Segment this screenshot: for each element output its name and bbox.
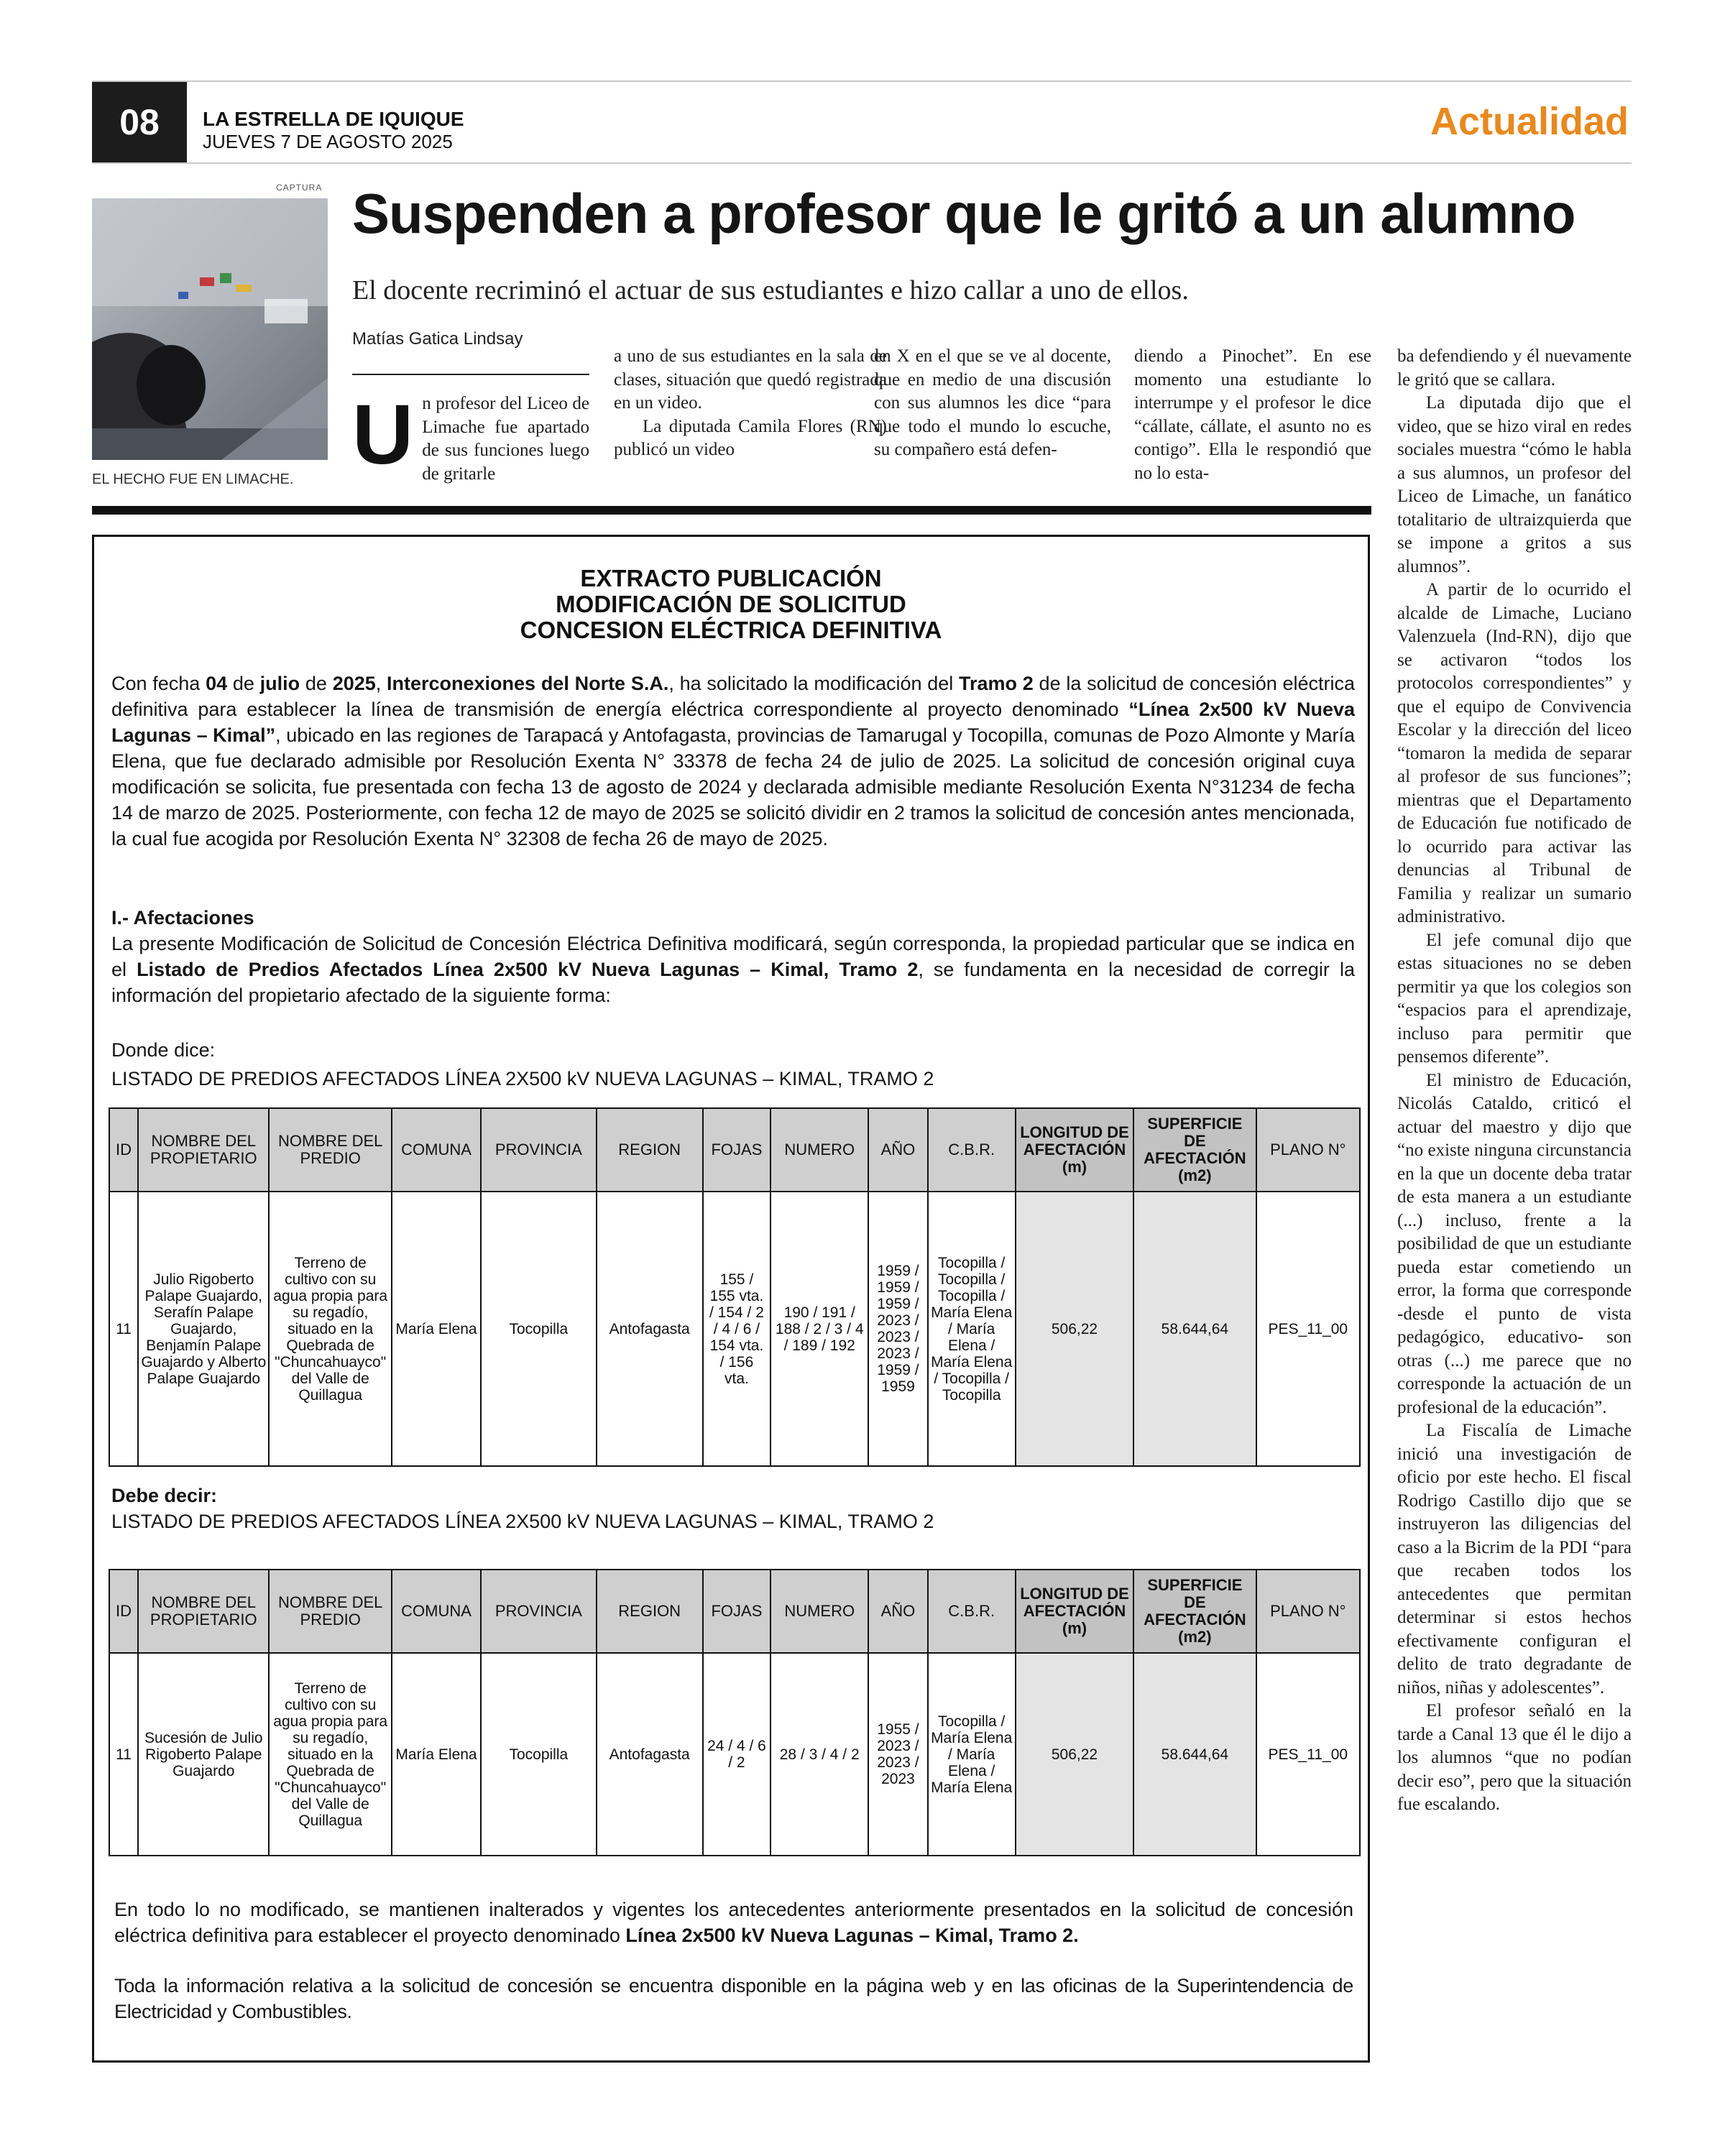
- article-paragraph: en X en el que se ve al docente, que en medio de una discusión con sus alumnos les dice “para que todo el mundo lo escuche, su compañero está defen-: [874, 346, 1111, 459]
- table-header-cell: NUMERO: [770, 1108, 868, 1192]
- notice-paragraph-closing: [114, 1897, 1353, 1948]
- publication-date: JUEVES 7 DE AGOSTO 2025: [203, 131, 453, 152]
- table-row: [109, 1653, 1360, 1856]
- notice-title: [94, 566, 1368, 643]
- table-header-cell: NOMBRE DEL PROPIETARIO: [138, 1570, 269, 1653]
- top-rule: [92, 80, 1632, 82]
- notice-title-line: MODIFICACIÓN DE SOLICITUD: [556, 591, 906, 617]
- article-column-1: [352, 387, 589, 486]
- notice-subheading: I.- Afectaciones: [111, 907, 254, 929]
- text-run: de: [300, 673, 333, 694]
- article-paragraph: a uno de sus estudiantes en la sala de clases, situación que quedó registrada en un video.: [614, 346, 887, 413]
- text-run: de la solicitud de concesión eléctrica definitiva para establecer la línea de transmisión de energía eléctrica correspondiente al proyecto denominado: [111, 673, 1356, 720]
- table-cell: 155 / 155 vta. / 154 / 2 / 4 / 6 / 154 vta. / 156 vta.: [703, 1192, 770, 1466]
- notice-list-title: LISTADO DE PREDIOS AFECTADOS LÍNEA 2X500 kV NUEVA LAGUNAS – KIMAL, TRAMO 2: [111, 1511, 934, 1532]
- table-cell: 24 / 4 / 6 / 2: [703, 1653, 770, 1856]
- table-header-cell: REGION: [597, 1108, 703, 1192]
- table-header-row: [109, 1108, 1360, 1192]
- table-header-cell: FOJAS: [703, 1108, 770, 1192]
- table-cell: 58.644,64: [1133, 1192, 1256, 1466]
- table-header-cell: COMUNA: [392, 1108, 481, 1192]
- table-header-cell: NOMBRE DEL PREDIO: [269, 1570, 391, 1653]
- table-cell: 506,22: [1016, 1653, 1133, 1856]
- classroom-photo-illustration: [92, 198, 328, 460]
- text-run: 2025: [332, 673, 376, 694]
- table-header-cell: AÑO: [868, 1570, 927, 1653]
- text-run: de: [227, 673, 260, 694]
- article-paragraph: El ministro de Educación, Nicolás Cataldo, criticó el actuar del maestro y dijo que “no existe ninguna circunstancia en la que un docente deba tratar de esta manera a un estudiante (...) incluso, frente a la posibilidad de que un estudiante pueda estar cometiendo un error, la forma que corresponde -desde el punto de vista pedagógico, educativo- son otras (...) me parece que no corresponde la actuación de un profesional de la educación”.: [1397, 1070, 1632, 1417]
- table-cell: 58.644,64: [1133, 1653, 1256, 1856]
- table-header-cell: AÑO: [868, 1108, 927, 1192]
- section-label: Actualidad: [1430, 100, 1629, 143]
- article-paragraph: n profesor del Liceo de Limache fue apartado de sus funciones luego de gritarle: [422, 394, 589, 484]
- table-header-row: [109, 1570, 1360, 1653]
- table-cell: PES_11_00: [1256, 1653, 1360, 1856]
- table-header-cell: LONGITUD DE AFECTACIÓN (m): [1016, 1570, 1133, 1653]
- table-header-cell: PLANO N°: [1256, 1108, 1360, 1192]
- table-header-cell: C.B.R.: [928, 1570, 1016, 1653]
- table-cell: Antofagasta: [597, 1653, 703, 1856]
- byline-rule: [352, 374, 589, 375]
- article-column-2: [614, 345, 887, 462]
- table-cell: 28 / 3 / 4 / 2: [770, 1653, 868, 1856]
- text-run: 04: [206, 673, 228, 694]
- text-run: En todo lo no modificado, se mantienen inalterados y vigentes los antecedentes anteriormente presentados en la solicitud de concesión eléctrica definitiva para establecer el proyecto denominado: [114, 1899, 1353, 1946]
- section-divider: [92, 506, 1371, 515]
- article-paragraph: La diputada dijo que el video, que se hizo viral en redes sociales muestra “cómo le habla a sus alumnos, un profesor del Liceo de Limache, un fanático totalitario de ultraizquierda que se impone a gritos a sus alumnos”.: [1397, 393, 1632, 576]
- text-run: La presente Modificación de Solicitud de Concesión Eléctrica Definitiva modificará, según corresponda, la propiedad particular que se indica en el: [111, 933, 1355, 980]
- text-run: “Línea 2x500 kV Nueva Lagunas – Kimal”: [111, 699, 1356, 746]
- notice-list-title: LISTADO DE PREDIOS AFECTADOS LÍNEA 2X500 kV NUEVA LAGUNAS – KIMAL, TRAMO 2: [111, 1068, 934, 1089]
- article-column-3: [874, 345, 1111, 462]
- table-header-cell: PLANO N°: [1256, 1570, 1360, 1653]
- table-cell: Julio Rigoberto Palape Guajardo, Serafín Palape Guajardo, Benjamín Palape Guajardo y Alberto Palape Guajardo: [138, 1192, 269, 1466]
- table-cell: Terreno de cultivo con su agua propia para su regadío, situado en la Quebrada de "Chuncahuayco" del Valle de Quillagua: [269, 1653, 391, 1856]
- text-run: , ha solicitado la modificación del: [668, 673, 960, 694]
- text-run: , se fundamenta en la necesidad de corregir la información del propietario afectado de la siguiente forma:: [111, 959, 1355, 1006]
- table-header-cell: NUMERO: [770, 1570, 868, 1653]
- legal-notice-box: [92, 535, 1370, 2063]
- table-header-cell: NOMBRE DEL PROPIETARIO: [138, 1108, 269, 1192]
- notice-label-debe-decir: Debe decir:: [111, 1485, 218, 1506]
- table-cell: Tocopilla / Tocopilla / Tocopilla / María Elena / María Elena / María Elena / Tocopilla / Tocopilla: [928, 1192, 1016, 1466]
- photo-credit: CAPTURA: [276, 183, 323, 193]
- photo-caption: EL HECHO FUE EN LIMACHE.: [92, 471, 294, 487]
- article-paragraph: La diputada Camila Flores (RN) publicó un video: [614, 416, 887, 459]
- article-paragraph: A partir de lo ocurrido el alcalde de Limache, Luciano Valenzuela (Ind-RN), dijo que se activaron “todos los protocolos correspondientes” y que el equipo de Convivencia Escolar y la dirección del liceo “tomaron la medida de separar al profesor de sus funciones”; mientras que el Departamento de Educación fue notificado de lo ocurrido para activar las denuncias al Tribunal de Familia y realizar un sumario administrativo.: [1397, 580, 1632, 926]
- table-header-cell: NOMBRE DEL PREDIO: [269, 1108, 391, 1192]
- article-paragraph: El jefe comunal dijo que estas situaciones no se deben permitir ya que los colegios son “espacios para el aprendizaje, incluso para permitir que pensemos diferente”.: [1397, 930, 1632, 1067]
- table-cell: Terreno de cultivo con su agua propia para su regadío, situado en la Quebrada de "Chuncahuayco" del Valle de Quillagua: [269, 1192, 391, 1466]
- table-header-cell: REGION: [597, 1570, 703, 1653]
- article-deck: El docente recriminó el actuar de sus estudiantes e hizo callar a uno de ellos.: [352, 275, 1189, 305]
- article-photo: [92, 198, 328, 460]
- text-run: Línea 2x500 kV Nueva Lagunas – Kimal, Tramo 2.: [625, 1925, 1079, 1946]
- table-cell: 190 / 191 / 188 / 2 / 3 / 4 / 189 / 192: [770, 1192, 868, 1466]
- table-header-cell: FOJAS: [703, 1570, 770, 1653]
- notice-paragraph-afectaciones: [111, 931, 1355, 1008]
- page-number: 08: [92, 82, 187, 162]
- text-run: Listado de Predios Afectados Línea 2x500 kV Nueva Lagunas – Kimal, Tramo 2: [137, 959, 919, 980]
- table-header-cell: LONGITUD DE AFECTACIÓN (m): [1016, 1108, 1133, 1192]
- table-cell: Tocopilla: [481, 1192, 596, 1466]
- publication-name: LA ESTRELLA DE IQUIQUE: [203, 108, 464, 130]
- table-cell: 506,22: [1016, 1192, 1133, 1466]
- notice-label-donde-dice: Donde dice:: [111, 1039, 216, 1061]
- article-paragraph: La Fiscalía de Limache inició una investigación de oficio por este hecho. El fiscal Rodrigo Castillo dijo que se instruyeron las diligencias del caso a la Bicrim de la PDI “para que recaben todos los antecedentes que permitan determinar si estos hechos efectivamente configuran el delito de trato degradante de niños, niñas y adolescentes”.: [1397, 1421, 1632, 1697]
- table-header-cell: PROVINCIA: [481, 1108, 596, 1192]
- article-paragraph: diendo a Pinochet”. En ese momento una estudiante lo interrumpe y el profesor le dice “cállate, cállate, el asunto no es contigo”. Ella le respondió que no lo esta-: [1134, 346, 1371, 483]
- text-run: Con fecha: [111, 673, 206, 694]
- notice-title-line: CONCESION ELÉCTRICA DEFINITIVA: [520, 617, 942, 643]
- table-cell: 11: [109, 1192, 138, 1466]
- table-header-cell: SUPERFICIE DE AFECTACIÓN (m2): [1133, 1570, 1256, 1653]
- table-header-cell: ID: [109, 1570, 138, 1653]
- article-paragraph: ba defendiendo y él nuevamente le gritó que se callara.: [1397, 346, 1632, 390]
- table-cell: 11: [109, 1653, 138, 1856]
- text-run: Interconexiones del Norte S.A.: [387, 673, 669, 694]
- article-paragraph: El profesor señaló en la tarde a Canal 13 que él le dijo a los alumnos “que no podían decir eso”, pero que la situación fue escalando.: [1397, 1701, 1632, 1814]
- article-headline: Suspenden a profesor que le gritó a un alumno: [352, 182, 1576, 245]
- table-cell: María Elena: [392, 1192, 481, 1466]
- table-cell: PES_11_00: [1256, 1192, 1360, 1466]
- table-cell: Tocopilla / María Elena / María Elena / María Elena: [928, 1653, 1016, 1856]
- table-after: [109, 1569, 1361, 1856]
- table-cell: Antofagasta: [597, 1192, 703, 1466]
- drop-cap: U: [352, 387, 414, 482]
- notice-paragraph-intro: [111, 671, 1355, 852]
- header-rule: [92, 162, 1632, 164]
- table-row: [109, 1192, 1360, 1466]
- notice-title-line: EXTRACTO PUBLICACIÓN: [580, 565, 882, 591]
- table-header-cell: C.B.R.: [928, 1108, 1016, 1192]
- table-cell: María Elena: [392, 1653, 481, 1856]
- text-run: , ubicado en las regiones de Tarapacá y Antofagasta, provincias de Tamarugal y Tocopilla, comunas de Pozo Almonte y María Elena, que fue declarado admisible por Resolución Exenta N° 33378 de fecha 24 de julio de 2025. La solicitud de concesión original cuya modificación se solicita, fue presentada con fecha 13 de agosto de 2024 y declarada admisible mediante Resolución Exenta N°31234 de fecha 14 de marzo de 2025. Posteriormente, con fecha 12 de mayo de 2025 se solicitó dividir en 2 tramos la solicitud de concesión antes mencionada, la cual fue acogida por Resolución Exenta N° 32308 de fecha 26 de mayo de 2025.: [111, 724, 1355, 849]
- table-header-cell: PROVINCIA: [481, 1570, 596, 1653]
- text-run: julio: [259, 673, 300, 694]
- table-before: [109, 1107, 1361, 1467]
- table-header-cell: ID: [109, 1108, 138, 1192]
- article-byline: Matías Gatica Lindsay: [352, 329, 523, 349]
- article-column-4: [1134, 345, 1371, 485]
- table-header-cell: COMUNA: [392, 1570, 481, 1653]
- table-cell: Tocopilla: [481, 1653, 596, 1856]
- table-cell: 1955 / 2023 / 2023 / 2023: [868, 1653, 927, 1856]
- table-header-cell: SUPERFICIE DE AFECTACIÓN (m2): [1133, 1108, 1256, 1192]
- notice-paragraph-info: Toda la información relativa a la solicitud de concesión se encuentra disponible en la página web y en las oficinas de la Superintendencia de Electricidad y Combustibles.: [114, 1975, 1353, 2022]
- table-cell: Sucesión de Julio Rigoberto Palape Guajardo: [138, 1653, 269, 1856]
- text-run: ,: [375, 673, 387, 694]
- text-run: Tramo 2: [959, 673, 1034, 694]
- table-cell: 1959 / 1959 / 1959 / 2023 / 2023 / 2023 / 1959 / 1959: [868, 1192, 927, 1466]
- article-column-5: [1397, 345, 1632, 1817]
